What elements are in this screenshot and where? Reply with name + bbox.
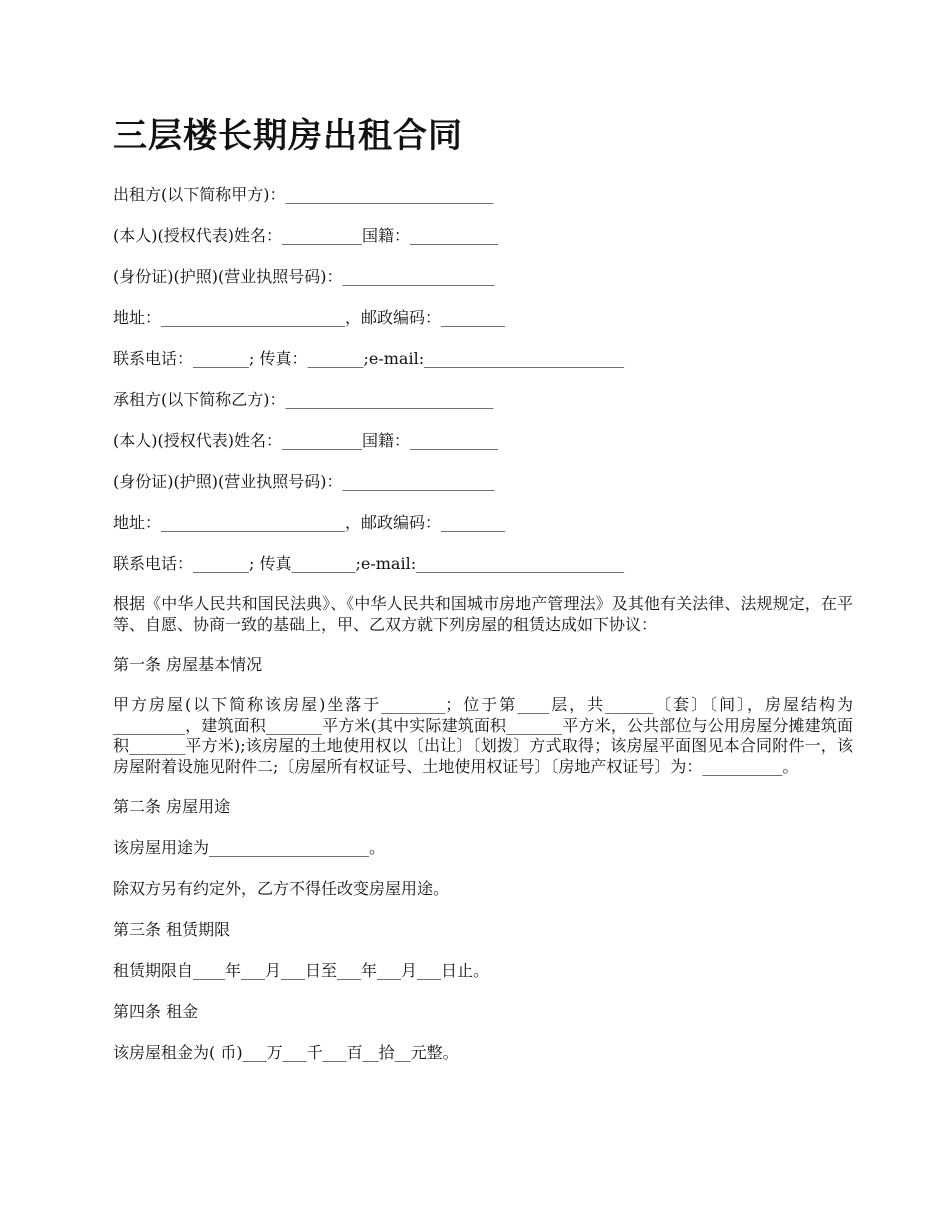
lessor-name-nationality: (本人)(授权代表)姓名：__________国籍：___________ (113, 226, 498, 245)
article-1-body: 甲方房屋(以下简称该房屋)坐落于________；位于第____层，共______〔套〕〔间〕，房屋结构为_________，建筑面积_______平方米(其中实际建筑面积_______平方米，公共部位与公用房屋分摊建筑面积_______平方米);该房屋的土地使用权以〔出让〕〔划拨〕方式取得；该房屋平面图见本合同附件一，该房屋附着设施见附件二;〔房屋所有权证号、土地使用权证号〕〔房地产权证号〕为：__________。 (113, 695, 853, 776)
document-title: 三层楼长期房出租合同 (113, 116, 463, 156)
article-4-body: 该房屋租金为( 币)___万___千___百__拾__元整。 (113, 1043, 459, 1062)
lessee-contact: 联系电话：_______; 传真________;e-mail:__________________________ (113, 554, 625, 573)
article-3-heading: 第三条 租赁期限 (113, 920, 231, 939)
article-2-body-restriction: 除双方另有约定外，乙方不得任改变房屋用途。 (113, 879, 450, 898)
article-1-heading: 第一条 房屋基本情况 (113, 655, 263, 674)
lessor-address: 地址：_______________________，邮政编码：________ (113, 308, 506, 327)
lessee-address: 地址：_______________________，邮政编码：________ (113, 513, 506, 532)
article-4-heading: 第四条 租金 (113, 1002, 199, 1021)
lessee-name-nationality: (本人)(授权代表)姓名：__________国籍：___________ (113, 431, 498, 450)
article-2-body-usage: 该房屋用途为____________________。 (113, 838, 386, 857)
document-page (113, 112, 853, 1083)
lessor-contact: 联系电话：_______; 传真：_______;e-mail:_________________________ (113, 349, 625, 368)
article-2-heading: 第二条 房屋用途 (113, 797, 231, 816)
lessor-id-number: (身份证)(护照)(营业执照号码)：___________________ (113, 267, 495, 286)
article-3-body: 租赁期限自____年___月___日至___年___月___日止。 (113, 961, 490, 980)
lessee-line: 承租方(以下简称乙方)：__________________________ (113, 390, 494, 409)
lessor-line: 出租方(以下简称甲方)：__________________________ (113, 185, 494, 204)
lessee-id-number: (身份证)(护照)(营业执照号码)：___________________ (113, 472, 495, 491)
preamble-paragraph: 根据《中华人民共和国民法典》、《中华人民共和国城市房地产管理法》及其他有关法律、法规规定，在平等、自愿、协商一致的基础上，甲、乙双方就下列房屋的租赁达成如下协议： (113, 594, 853, 634)
